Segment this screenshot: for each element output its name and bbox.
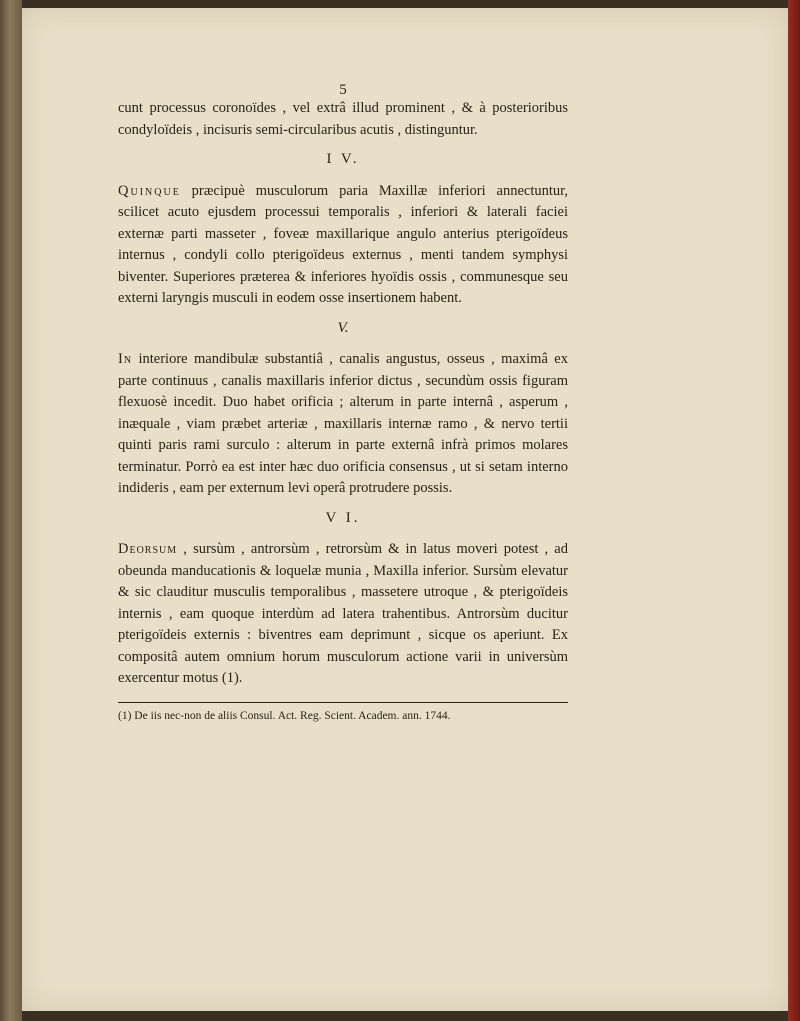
section-6-lead: Deorsum	[118, 541, 178, 557]
section-5-paragraph	[118, 349, 568, 500]
page-content	[118, 82, 568, 724]
section-heading-5: V.	[337, 319, 349, 336]
footnote: (1) De iis nec-non de aliis Consul. Act. Reg. Scient. Academ. ann. 1744.	[118, 709, 451, 722]
page-edge	[788, 0, 800, 1021]
section-5-text: interiore mandibulæ substantiâ , canalis angustus, osseus , maximâ ex parte continuus , canalis maxillaris inferior dictus , secundùm ossis figuram flexuosè incedit. Duo habet orificia ; alterum in parte internâ , asperum , inæquale , viam præbet arteriæ , maxillaris internæ ramo , & nervo tertii quinti paris rami surculo : alterum in parte externâ infrà primos molares terminatur. Porrò ea est inter hæc duo orificia consensus , ut si setam interno indideris , eam per externum levi operâ protrudere possis.	[118, 351, 568, 496]
section-4-lead: Quinque	[118, 182, 181, 199]
footnote-rule	[118, 702, 568, 703]
section-heading-4: I V.	[326, 151, 360, 167]
section-4-text: præcipuè musculorum paria Maxillæ inferiori annectuntur, scilicet acuto ejusdem processui temporalis , inferiori & laterali faciei externæ parti masseter , foveæ maxillarique angulo anterius pterigoïdeus internus , condyli collo pterigoïdeus externus , menti tandem symphysi biventer. Superiores præterea & inferiores hyoïdis ossis , communesque seu externi laryngis musculi in eodem osse insertionem habent.	[118, 182, 568, 306]
book-spine	[0, 0, 22, 1021]
section-5-lead: In	[118, 351, 133, 367]
intro-paragraph: cunt processus coronoïdes , vel extrâ illud prominent , & à posterioribus condyloïdeis , incisuris semi-circularibus acutis , distinguntur.	[118, 100, 568, 138]
section-heading-6: V I.	[325, 509, 361, 526]
section-4-paragraph	[118, 181, 568, 310]
section-6-text: , sursùm , antrorsùm , retrorsùm & in latus moveri potest , ad obeunda manducationis & loquelæ munia , Maxilla inferior. Sursùm elevatur & sic clauditur musculis temporalibus , massetere utroque , & pterigoïdeis internis , eam quoque interdùm ad latera trahentibus. Antrorsùm ducitur pterigoïdeis externis : biventres eam deprimunt , sicque os aperiunt. Ex compositâ autem omnium horum musculorum actione varii in universùm exercentur motus (1).	[118, 541, 568, 686]
page-number: 5	[339, 82, 347, 98]
section-6-paragraph	[118, 539, 568, 690]
